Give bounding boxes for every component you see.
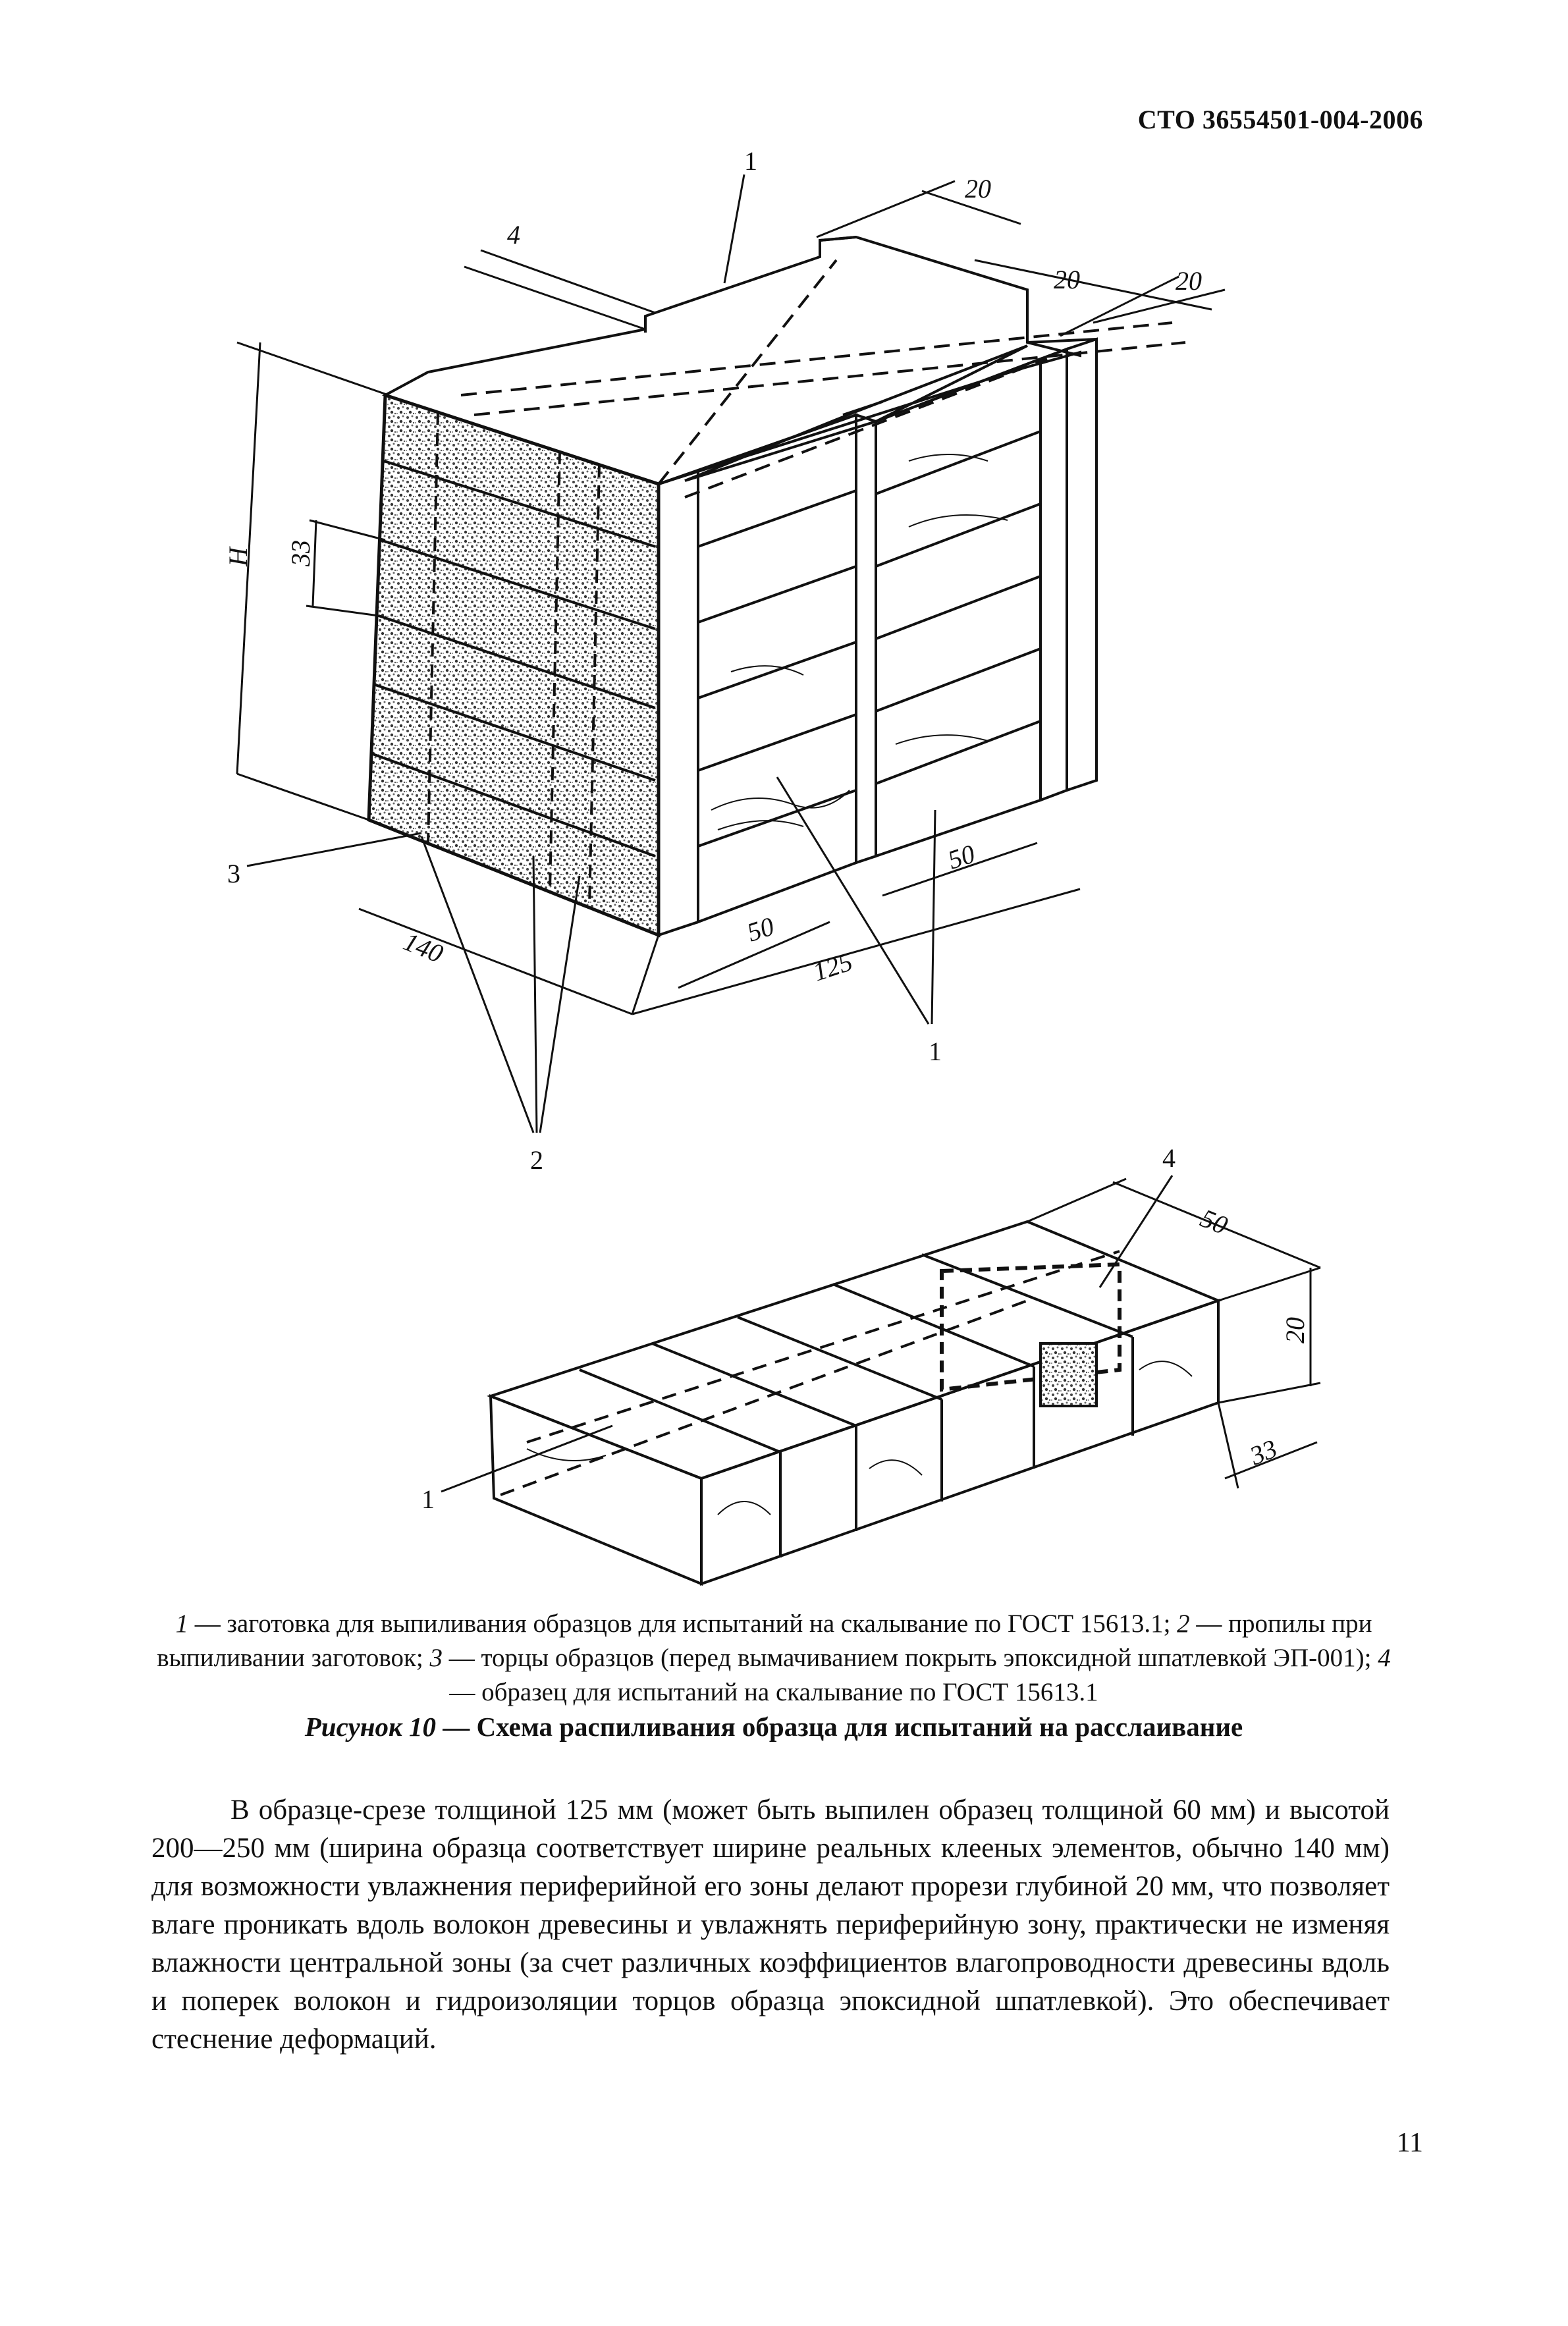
dim-33: 33	[286, 540, 315, 566]
caption-num-1: 1	[175, 1609, 189, 1638]
caption-num-2: 2	[1177, 1609, 1190, 1638]
dim-50-b: 50	[944, 838, 979, 875]
dim-50-a: 50	[743, 911, 778, 948]
dim-4: 4	[507, 220, 520, 250]
upper-block-drawing	[369, 237, 1185, 935]
document-code: СТО 36554501-004-2006	[1137, 105, 1423, 134]
dim-125: 125	[809, 946, 856, 987]
caption-text-2: — пропилы при выпиливании заготовок;	[157, 1609, 1372, 1672]
page-number: 11	[1396, 2128, 1423, 2158]
end-face-stippled	[369, 395, 659, 935]
label-4: 4	[1162, 1143, 1176, 1173]
caption-num-3: 3	[429, 1644, 443, 1672]
dim-20-c: 20	[1176, 266, 1202, 296]
caption-text-3: — торцы образцов (перед вымачиванием покрыть эпоксидной шпатлевкой ЭП-001);	[443, 1644, 1378, 1672]
figure-number: Рисунок 10	[304, 1712, 437, 1742]
dim-50-lower: 50	[1196, 1203, 1232, 1241]
figure-title	[151, 1711, 1396, 1743]
label-1-bottom: 1	[929, 1037, 942, 1066]
body-paragraph: В образце-срезе толщиной 125 мм (может быть выпилен образец толщиной 60 мм) и высотой 200—250 мм (ширина образца соответствует ширине реальных клееных элементов, обычно 140 мм) для возможности увлажнения периферийной его зоны делают прорези глубиной 20 мм, что позволяет влаге проникать вдоль волокон древесины и увлажнять периферийную зону, практически не изменяя влажности центральной зоны (за счет различных коэффициентов влагопроводности древесины вдоль и поперек волокон и гидроизоляции торцов образца эпоксидной шпатлевкой). Это обеспечивает стеснение деформаций.	[151, 1795, 1390, 2055]
label-2: 2	[530, 1145, 543, 1175]
lower-block-drawing	[491, 1222, 1218, 1584]
dim-20-lower: 20	[1280, 1317, 1310, 1343]
label-1-top: 1	[744, 146, 757, 176]
caption-text-1: — заготовка для выпиливания образцов для испытаний на скалывание по ГОСТ 15613.1;	[188, 1609, 1177, 1638]
lower-dimensions	[441, 1176, 1320, 1492]
caption-num-4: 4	[1378, 1644, 1391, 1672]
figure-title-text: — Схема распиливания образца для испытаний на расслаивание	[436, 1712, 1243, 1742]
label-1-lower: 1	[421, 1484, 435, 1514]
dim-20-a: 20	[965, 174, 991, 203]
figure-caption	[151, 1607, 1396, 1710]
dim-140: 140	[399, 926, 448, 969]
upper-text-labels	[223, 146, 1202, 1175]
label-3: 3	[227, 859, 240, 888]
dim-33-lower: 33	[1245, 1433, 1282, 1471]
dim-H: H	[223, 547, 253, 566]
dim-20-b: 20	[1054, 265, 1080, 294]
caption-text-4: — образец для испытаний на скалывание по ГОСТ 15613.1	[449, 1678, 1098, 1706]
